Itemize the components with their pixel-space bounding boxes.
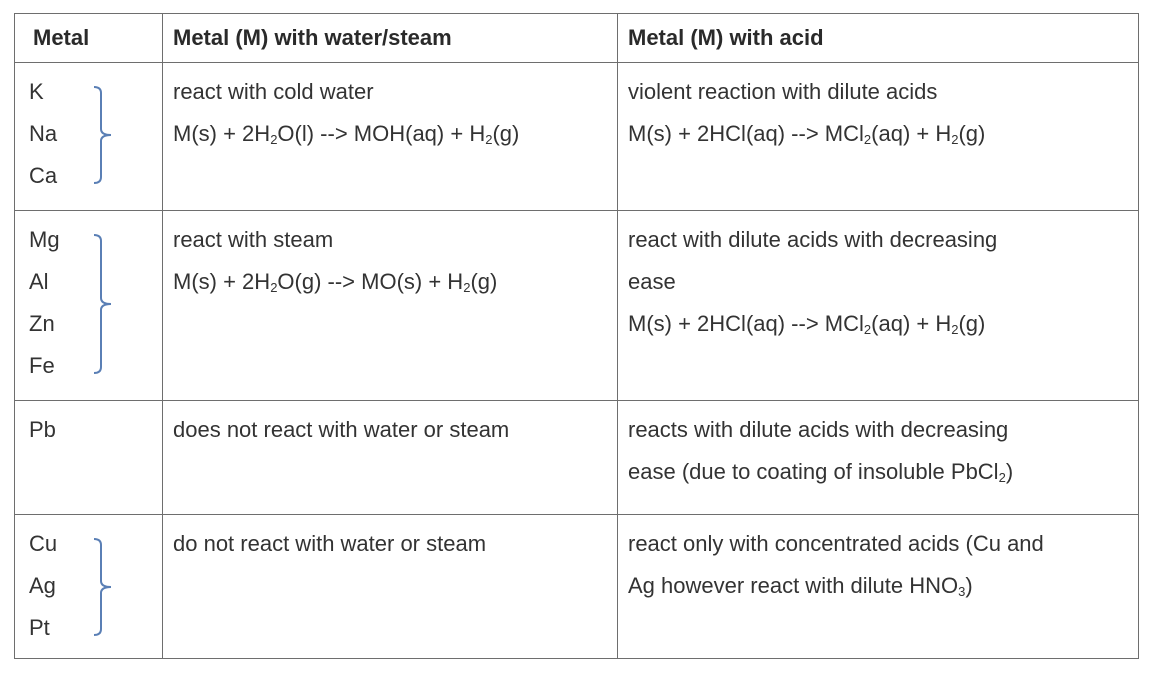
metal-symbol: K [29, 79, 44, 104]
water-cell [163, 515, 618, 659]
metal-cell [15, 515, 163, 659]
metal-symbol: Ag [29, 573, 56, 598]
metal-symbol: Ca [29, 163, 58, 188]
water-cell [163, 63, 618, 211]
group-brace-icon [93, 233, 113, 375]
reactivity-table [14, 13, 1139, 659]
acid-cell [618, 401, 1139, 515]
acid-description: react only with concentrated acids (Cu and [628, 531, 1044, 556]
metal-symbol: Zn [29, 311, 55, 336]
acid-description: ease (due to coating of insoluble PbCl$_2$) [628, 459, 1014, 485]
table-row [15, 63, 1139, 211]
acid-description: ease [628, 269, 676, 294]
metal-symbol: Fe [29, 353, 55, 378]
water-description: react with steam [173, 227, 334, 252]
acid-cell [618, 211, 1139, 401]
acid-description: violent reaction with dilute acids [628, 79, 938, 104]
metal-symbol: Al [29, 269, 49, 294]
group-brace-icon [93, 85, 113, 185]
metal-cell [15, 211, 163, 401]
water-equation: $M(s) + 2H_2O(g)$ --> $MO(s) + H_2(g)$ [173, 269, 498, 295]
acid-description: react with dilute acids with decreasing [628, 227, 998, 252]
acid-cell [618, 63, 1139, 211]
header-metal: Metal [15, 14, 163, 63]
table-row [15, 515, 1139, 659]
metal-symbol: Pb [29, 417, 56, 442]
metal-symbol: Mg [29, 227, 60, 252]
water-equation: $M(s) + 2H_2O(l)$ --> $MOH(aq) + H_2(g)$ [173, 121, 520, 147]
metal-symbol: Pt [29, 615, 50, 640]
acid-description: reacts with dilute acids with decreasing [628, 417, 1009, 442]
header-acid: Metal (M) with acid [618, 14, 1139, 63]
water-description: react with cold water [173, 79, 374, 104]
water-cell [163, 401, 618, 515]
metal-cell [15, 401, 163, 515]
group-brace-icon [93, 537, 113, 637]
table-row [15, 211, 1139, 401]
water-description: do not react with water or steam [173, 531, 487, 556]
acid-cell [618, 515, 1139, 659]
metal-symbol: Cu [29, 531, 58, 556]
header-water: Metal (M) with water/steam [163, 14, 618, 63]
header-row [15, 14, 1139, 63]
acid-description: Ag however react with dilute $HNO_3$) [628, 573, 973, 599]
water-description: does not react with water or steam [173, 417, 510, 442]
acid-equation: M(s) + 2HCl(aq) --> $MCl_2(aq) + H_2(g)$ [628, 121, 986, 147]
metal-cell [15, 63, 163, 211]
water-cell [163, 211, 618, 401]
acid-equation: M(s) + 2HCl(aq) --> $MCl_2(aq) + H_2(g)$ [628, 311, 986, 337]
metal-symbol: Na [29, 121, 58, 146]
table-row [15, 401, 1139, 515]
